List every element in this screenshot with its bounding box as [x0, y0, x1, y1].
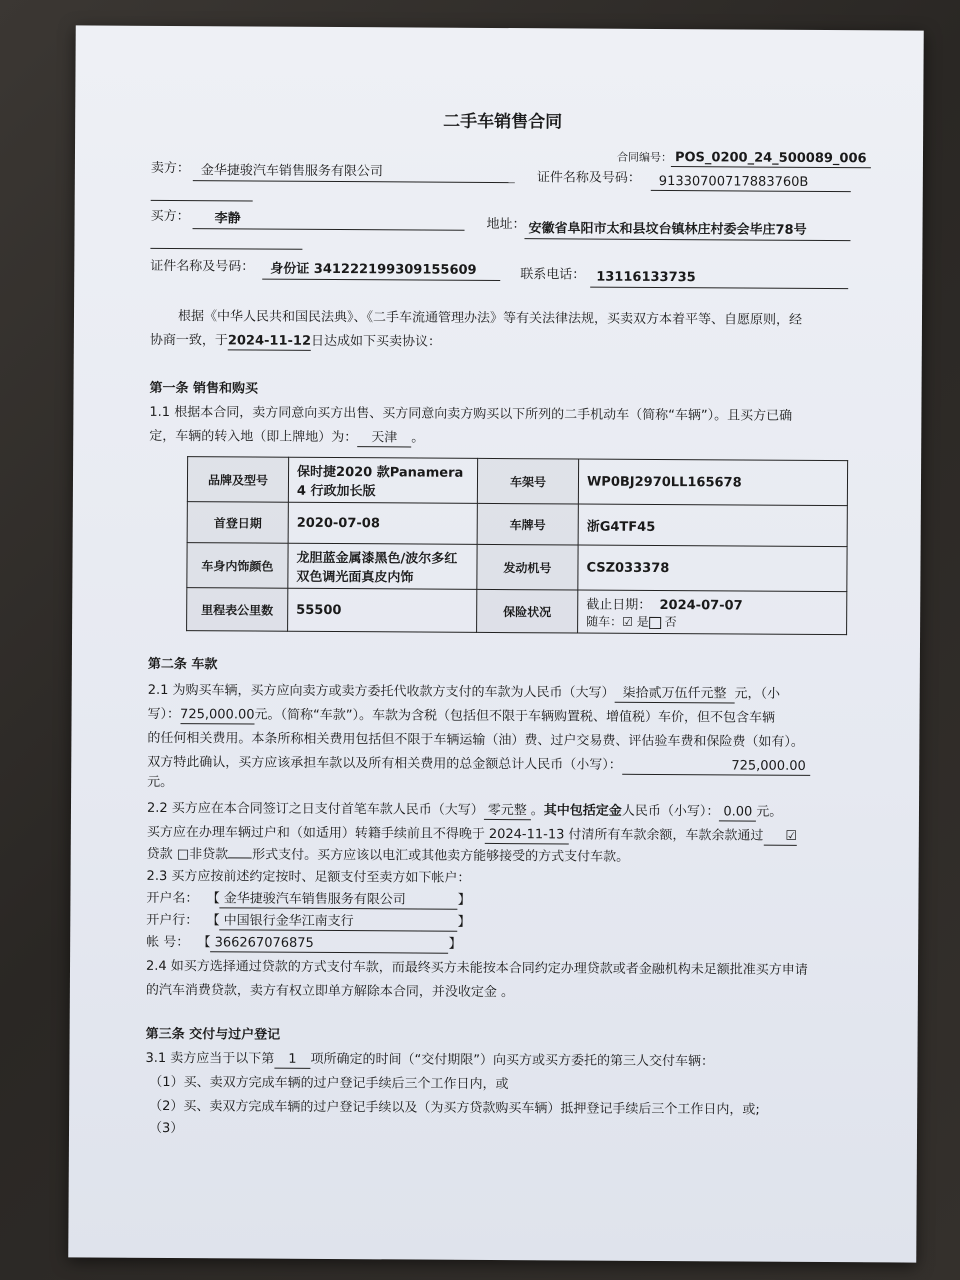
seller-id-label: 证件名称及号码：: [536, 170, 641, 186]
intro-p1: 根据《中华人民共和国民法典》、《二手车流通管理办法》等有关法律法规，买卖双方本着平等、自愿原则，经: [177, 309, 803, 328]
account-name: 金华捷骏汽车销售服务有限公司: [220, 890, 458, 909]
vin-label: 车架号: [477, 458, 578, 504]
color-value: 龙胆蓝金属漆黑色/波尔多红 双色调光面真皮内饰: [288, 543, 477, 589]
engine-value: CSZ033378: [578, 545, 847, 592]
table-row: [187, 457, 847, 506]
article-2-l4: 双方特此确认，买方应该承担车款以及所有相关费用的总金额总计人民币（小写）： 725,000.00: [147, 754, 810, 776]
seller-id-value: 91330700717883760B: [658, 173, 809, 190]
contract-paper: [68, 25, 924, 1262]
article-2-l10: 2.4 如买方选择通过贷款的方式支付车款，而最终买方未能按本合同约定办理贷款或者金融机构未足额批准买方申请: [145, 958, 808, 978]
insurance-date: 2024-07-07: [659, 597, 743, 614]
article-2-l6: 2.2 买方应在本合同签订之日支付首笔车款人民币（大写） 零元整 。其中包括定金人民币（小写）： 0.00 元。: [146, 800, 783, 820]
color-label: 车身内饰颜色: [187, 543, 288, 589]
vin-value: WP0BJ2970LL165678: [578, 459, 847, 506]
engine-label: 发动机号: [477, 544, 578, 590]
bank-name: 中国银行金华江南支行: [220, 912, 458, 931]
vehicle-table: [186, 456, 848, 635]
article-3-l3: （2）买、卖双方完成车辆的过户登记手续以及（为买方贷款购买车辆）抵押登记手续后三个工作日内，或;: [149, 1098, 760, 1118]
checked-box-icon: ☑: [622, 614, 633, 629]
registration-place: 天津: [357, 429, 411, 447]
account-no-row: 帐 号： 【 366267076875 】: [146, 934, 462, 952]
non-loan-option: □非贷款: [176, 847, 229, 863]
unchecked-box-icon: [649, 616, 661, 628]
insurance-label: 保险状况: [477, 589, 578, 633]
contract-no-label: 合同编号：: [616, 150, 673, 165]
article-2-heading: 第二条 车款: [147, 656, 218, 673]
article-1-heading: 第一条 销售和购买: [149, 380, 259, 397]
bank-row: 开户行： 【 中国银行金华江南支行 】: [146, 912, 471, 930]
article-2-l7: 买方应在办理车辆过户和（如适用）转籍手续前且不得晚于 2024-11-13 付清所有车款余额，车款余款通过 ☑: [146, 824, 798, 844]
seller-name: 金华捷骏汽车销售服务有限公司: [200, 163, 383, 180]
payment-deadline: 2024-11-13: [485, 826, 569, 845]
first-payment-chinese: 零元整: [484, 802, 531, 820]
total-amount: 725,000.00: [622, 757, 810, 776]
buyer-phone: 13116133735: [596, 269, 696, 286]
buyer-label: 买方：: [150, 208, 190, 225]
article-2-l11: 的汽车消费贷款，卖方有权立即单方解除本合同，并没收定金 。: [145, 982, 515, 1001]
buyer-address: 安徽省阜阳市太和县坟台镇林庄村委会毕庄78号: [528, 221, 807, 238]
article-3-l2: （1）买、卖双方完成车辆的过户登记手续后三个工作日内，或: [149, 1074, 509, 1093]
seller-name-line: [193, 180, 515, 183]
buyer-phone-label: 联系电话：: [520, 267, 586, 283]
table-row: [187, 588, 847, 635]
article-2-l8: 贷款 □非贷款 形式支付。买方应该以电汇或其他卖方能够接受的方式支付车款。: [146, 846, 630, 865]
intro-p2: 协商一致，于2024-11-12日达成如下买卖协议：: [149, 332, 442, 350]
agreement-date: 2024-11-12: [227, 333, 312, 349]
article-3-l4: （3）: [148, 1120, 184, 1137]
buyer-name-line: [193, 228, 465, 231]
mileage-label: 里程表公里数: [187, 588, 288, 632]
seller-id-line: [651, 190, 851, 192]
document-title: 二手车销售合同: [443, 111, 563, 133]
loan-checkbox-checked-icon: ☑: [763, 828, 797, 846]
article-1-p2: 定，车辆的转入地（即上牌地）为： 天津 。: [149, 428, 425, 446]
seller-extra-line: [151, 200, 253, 202]
article-3-heading: 第三条 交付与过户登记: [145, 1026, 281, 1043]
buyer-id-value: 身份证 341222199309155609: [270, 261, 477, 278]
buyer-id-label: 证件名称及号码：: [150, 258, 255, 275]
reg-date-value: 2020-07-08: [288, 502, 477, 544]
article-3-l1: 3.1 卖方应当于以下第 1 项所确定的时间（“交付期限”）向买方或买方委托的第三人交付车辆：: [145, 1050, 715, 1070]
buyer-phone-line: [590, 287, 848, 290]
brand-label: 品牌及型号: [187, 457, 288, 503]
account-number: 366267076875: [211, 934, 449, 953]
article-1-p1: 1.1 根据本合同，卖方同意向买方出售、买方同意向卖方购买以下所列的二手机动车（简称“车辆”）。且买方已确: [149, 404, 793, 424]
article-2-l5: 元。: [147, 774, 174, 791]
insurance-value: 截止日期： 2024-07-07 随车：☑ 是 否: [578, 590, 847, 635]
amount-chinese: 柒拾贰万伍仟元整: [614, 685, 734, 704]
contract-no: POS_0200_24_500089_006: [671, 149, 871, 168]
article-2-l9: 2.3 买方应按前述约定按时、足额支付至卖方如下帐户：: [146, 868, 471, 886]
mileage-value: 55500: [288, 588, 477, 632]
plate-label: 车牌号: [477, 503, 578, 545]
amount-number: 725,000.00: [180, 707, 255, 723]
article-2-l2: 写）：725,000.00元。（简称“车款”）。车款为含税（包括但不限于车辆购置税、增值税）车价，但不包含车辆: [147, 706, 776, 726]
deposit-amount: 0.00: [719, 803, 756, 821]
delivery-item-no: 1: [274, 1051, 310, 1069]
account-name-row: 开户名： 【 金华捷骏汽车销售服务有限公司 】: [146, 890, 471, 908]
table-row: [187, 502, 847, 547]
buyer-id-line: [262, 279, 500, 281]
reg-date-label: 首登日期: [187, 502, 288, 544]
seller-label: 卖方：: [150, 160, 190, 177]
article-2-l1: 2.1 为购买车辆，买方应向卖方或卖方委托代收款方支付的车款为人民币（大写） 柒拾贰万伍仟元整 元，（小: [147, 682, 781, 702]
table-row: [187, 543, 847, 592]
buyer-name: 李静: [214, 211, 241, 227]
buyer-address-label: 地址：: [486, 216, 526, 233]
buyer-extra-line: [150, 248, 302, 250]
article-2-l3: 的任何相关费用。本条所称相关费用包括但不限于车辆运输（油）费、过户交易费、评估验车费和保险费（如有）。: [147, 730, 804, 750]
brand-value: 保时捷2020 款Panamera 4 行政加长版: [288, 457, 477, 503]
plate-value: 浙G4TF45: [578, 504, 847, 547]
